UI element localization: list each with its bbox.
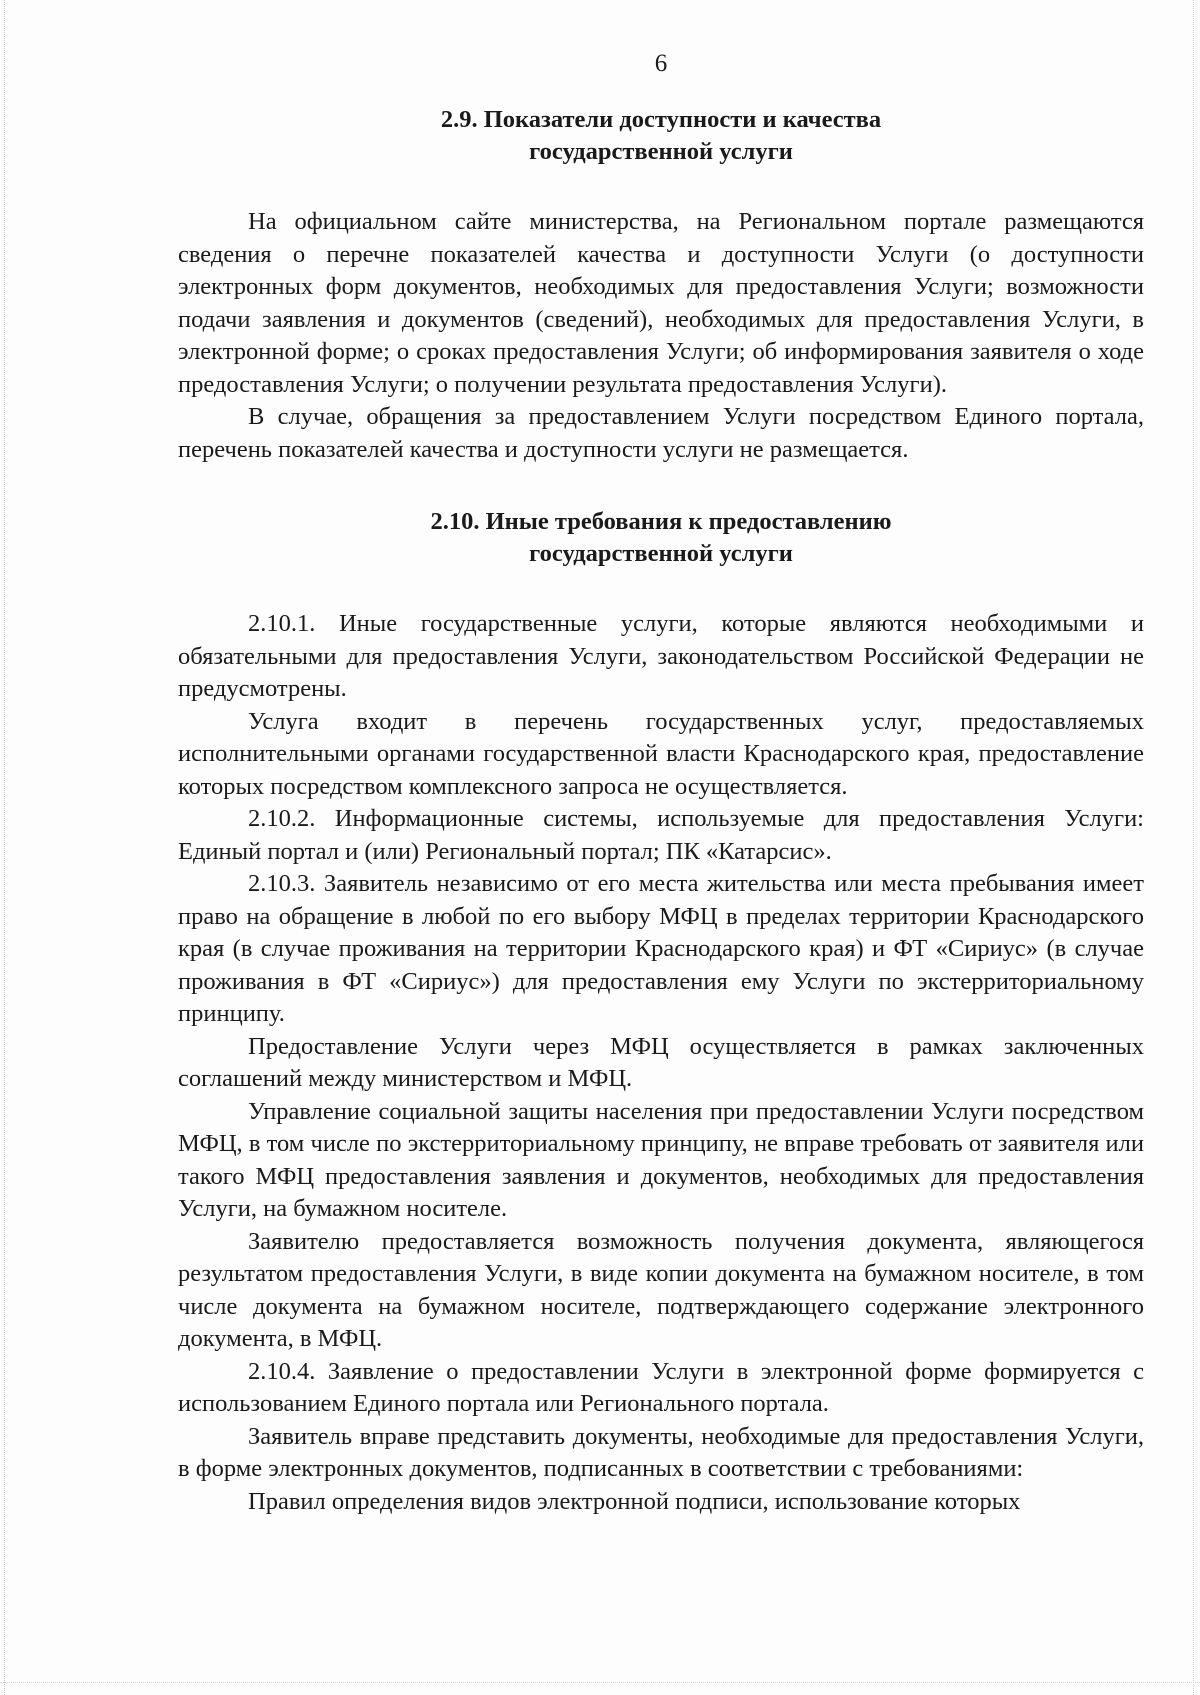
paragraph: Заявитель вправе представить документы, необходимые для предоставления Услуги, в форме электронных документов, подписанных в соответствии с требованиями: <box>178 1422 1144 1482</box>
section-heading-2-9 <box>178 104 1144 168</box>
scan-edge-bottom <box>0 1682 1200 1683</box>
paragraph: 2.10.2. Информационные системы, используемые для предоставления Услуги: Единый портал и (или) Региональный портал; ПК «Катарсис». <box>178 805 1144 865</box>
spacer <box>178 168 1144 206</box>
spacer <box>178 570 1144 608</box>
paragraph: 2.10.3. Заявитель независимо от его места жительства или места пребывания имеет право на обращение в любой по его выбору МФЦ в пределах территории Краснодарского края (в случае проживания на территории Краснодарского края) и ФТ «Сириус» (в случае проживания в ФТ «Сириус») для предоставления ему Услуги по экстерриториальному принципу. <box>178 870 1144 1027</box>
section-heading-2-10 <box>178 506 1144 570</box>
section-heading-line: 2.10. Иные требования к предоставлению <box>430 508 892 535</box>
section-heading-line: 2.9. Показатели доступности и качества <box>440 106 882 133</box>
paragraph: В случае, обращения за предоставлением Услуги посредством Единого портала, перечень показателей качества и доступности услуги не размещается. <box>178 403 1144 463</box>
document-body <box>178 104 1144 1518</box>
paragraph: Управление социальной защиты населения при предоставлении Услуги посредством МФЦ, в том числе по экстерриториальному принципу, не вправе требовать от заявителя или такого МФЦ предоставления заявления и документов, необходимых для предоставления Услуги, на бумажном носителе. <box>178 1097 1144 1222</box>
paragraph: 2.10.4. Заявление о предоставлении Услуги в электронной форме формируется с использованием Единого портала или Регионального портала. <box>178 1357 1144 1417</box>
paragraph: Услуга входит в перечень государственных услуг, предоставляемых исполнительными органами государственной власти Краснодарского края, предоставление которых посредством комплексного запроса не осуществляется. <box>178 707 1144 800</box>
page-number: 6 <box>654 50 668 77</box>
paragraph: 2.10.1. Иные государственные услуги, которые являются необходимыми и обязательными для предоставления Услуги, законодательством Российской Федерации не предусмотрены. <box>178 610 1144 702</box>
scan-edge-left <box>4 0 5 1695</box>
paragraph: Правил определения видов электронной подписи, использование которых <box>248 1487 1021 1515</box>
section-heading-line: государственной услуги <box>529 138 793 165</box>
paragraph: На официальном сайте министерства, на Региональном портале размещаются сведения о перечне показателей качества и доступности Услуги (о доступности электронных форм документов, необходимых для предоставления Услуги; возможности подачи заявления и документов (сведений), необходимых для предоставления Услуги, в электронной форме; о сроках предоставления Услуги; об информирования заявителя о ходе предоставления Услуги; о получении результата предоставления Услуги). <box>178 208 1144 398</box>
paragraph: Предоставление Услуги через МФЦ осуществляется в рамках заключенных соглашений между министерством и МФЦ. <box>178 1032 1144 1092</box>
scan-edge-right <box>1193 0 1194 1695</box>
paragraph: Заявителю предоставляется возможность получения документа, являющегося результатом предоставления Услуги, в виде копии документа на бумажном носителе, в том числе документа на бумажном носителе, подтверждающего содержание электронного документа, в МФЦ. <box>178 1227 1144 1352</box>
section-heading-line: государственной услуги <box>529 540 793 567</box>
